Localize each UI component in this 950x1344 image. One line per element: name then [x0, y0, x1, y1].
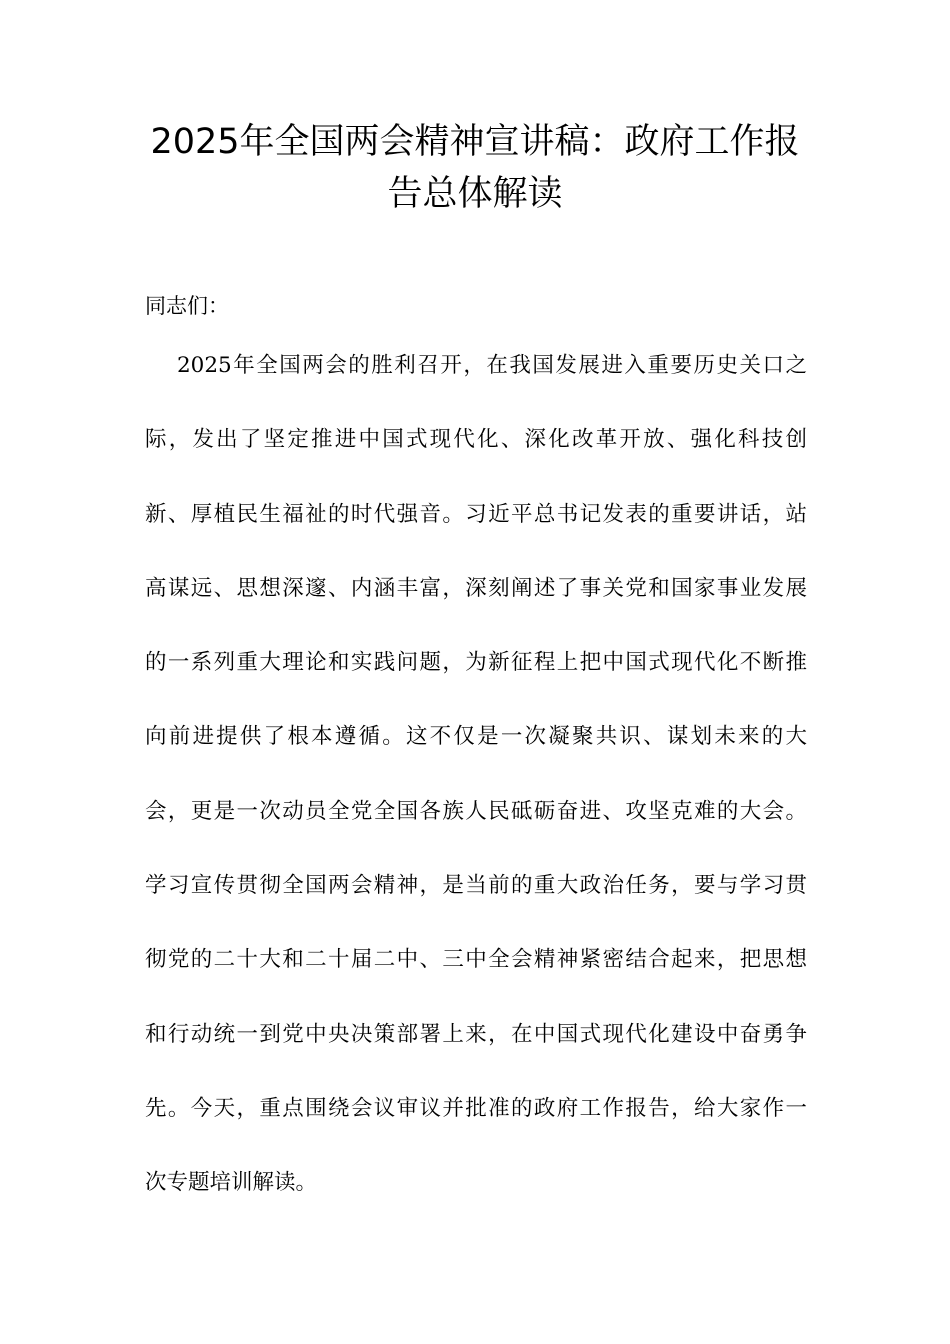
document-title — [145, 116, 805, 220]
paragraph-line: 学习宣传贯彻全国两会精神，是当前的重大政治任务，要与学习贯 — [145, 873, 807, 899]
paragraph-line: 次专题培训解读。 — [145, 1170, 318, 1196]
salutation: 同志们： — [145, 294, 229, 318]
paragraph-line: 新、厚植民生福祉的时代强音。习近平总书记发表的重要讲话，站 — [145, 501, 807, 527]
paragraph-line: 和行动统一到党中央决策部署上来，在中国式现代化建设中奋勇争 — [145, 1021, 807, 1047]
title-line-2: 告总体解读 — [387, 174, 563, 214]
paragraph-line: 际，发出了坚定推进中国式现代化、深化改革开放、强化科技创 — [145, 427, 807, 453]
paragraph-line: 2025年全国两会的胜利召开，在我国发展进入重要历史关口之 — [177, 353, 807, 378]
paragraph-line: 向前进提供了根本遵循。这不仅是一次凝聚共识、谋划未来的大 — [145, 724, 807, 750]
body-paragraph — [145, 352, 807, 1244]
paragraph-line: 会，更是一次动员全党全国各族人民砥砺奋进、攻坚克难的大会。 — [145, 798, 807, 824]
paragraph-line: 的一系列重大理论和实践问题，为新征程上把中国式现代化不断推 — [145, 650, 807, 676]
paragraph-line: 彻党的二十大和二十届二中、三中全会精神紧密结合起来，把思想 — [145, 947, 807, 973]
paragraph-line: 高谋远、思想深邃、内涵丰富，深刻阐述了事关党和国家事业发展 — [145, 575, 807, 601]
paragraph-line: 先。今天，重点围绕会议审议并批准的政府工作报告，给大家作一 — [145, 1095, 807, 1121]
title-line-1: 2025年全国两会精神宣讲稿：政府工作报 — [150, 122, 800, 162]
